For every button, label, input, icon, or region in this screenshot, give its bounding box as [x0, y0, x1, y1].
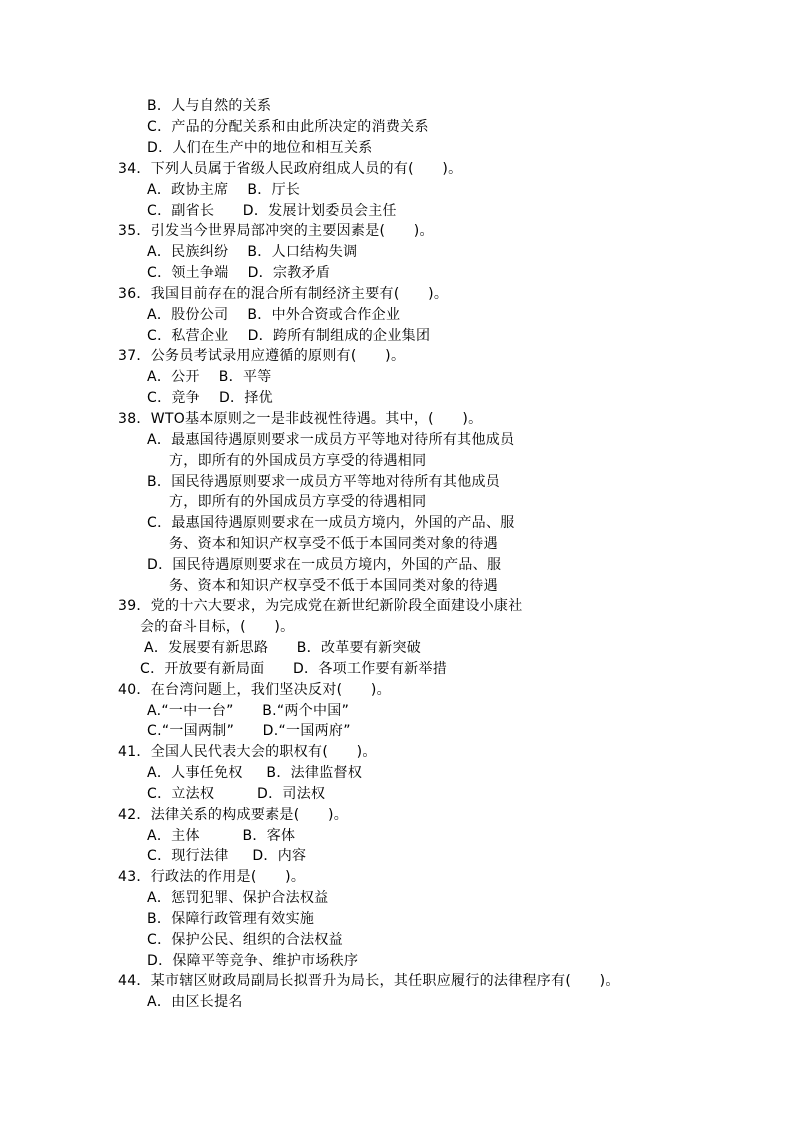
question-continuation: 会的奋斗目标，( )。 — [140, 619, 295, 635]
option-line: C．领土争端 D．宗教矛盾 — [147, 265, 331, 281]
option-line: C．开放要有新局面 D．各项工作要有新举措 — [140, 661, 448, 677]
option-continuation: 务、资本和知识产权享受不低于本国同类对象的待遇 — [169, 536, 498, 552]
option-line: A．主体 B．客体 — [147, 828, 296, 844]
option-line: D．国民待遇原则要求在一成员方境内，外国的产品、服 — [147, 557, 502, 573]
option-line: D．保障平等竞争、维护市场秩序 — [147, 953, 359, 969]
option-line: A．最惠国待遇原则要求一成员方平等地对待所有其他成员 — [147, 432, 515, 448]
question-39: 39．党的十六大要求，为完成党在新世纪新阶段全面建设小康社 — [118, 598, 523, 614]
option-line: C．立法权 D．司法权 — [147, 786, 326, 802]
question-40: 40．在台湾问题上，我们坚决反对( )。 — [118, 682, 391, 698]
option-line: A．民族纠纷 B．人口结构失调 — [147, 244, 358, 260]
option-line: B．国民待遇原则要求一成员方平等地对待所有其他成员 — [147, 474, 501, 490]
option-line: D．人们在生产中的地位和相互关系 — [147, 140, 373, 156]
option-line: A．由区长提名 — [147, 994, 243, 1010]
option-line: B．人与自然的关系 — [147, 98, 272, 114]
question-44: 44．某市辖区财政局副局长拟晋升为局长，其任职应履行的法律程序有( )。 — [118, 973, 620, 989]
question-35: 35．引发当今世界局部冲突的主要因素是( )。 — [118, 223, 434, 239]
option-line: C．私营企业 D．跨所有制组成的企业集团 — [147, 328, 431, 344]
option-line: C．现行法律 D．内容 — [147, 848, 307, 864]
option-continuation: 务、资本和知识产权享受不低于本国同类对象的待遇 — [169, 578, 498, 594]
option-line: A．惩罚犯罪、保护合法权益 — [147, 890, 329, 906]
question-42: 42．法律关系的构成要素是( )。 — [118, 807, 349, 823]
option-line: B．保障行政管理有效实施 — [147, 911, 315, 927]
option-line: C．副省长 D．发展计划委员会主任 — [147, 203, 397, 219]
question-34: 34．下列人员属于省级人民政府组成人员的有( )。 — [118, 161, 463, 177]
question-36: 36．我国目前存在的混合所有制经济主要有( )。 — [118, 286, 449, 302]
question-41: 41．全国人民代表大会的职权有( )。 — [118, 744, 377, 760]
option-line: A.“一中一台” B.“两个中国” — [147, 703, 350, 719]
option-line: C.“一国两制” D.“一国两府” — [147, 723, 351, 739]
option-line: A．发展要有新思路 B．改革要有新突破 — [144, 640, 422, 656]
option-line: A．政协主席 B．厅长 — [147, 182, 301, 198]
option-line: C．产品的分配关系和由此所决定的消费关系 — [147, 119, 429, 135]
option-line: A．公开 B．平等 — [147, 369, 272, 385]
option-line: A．股份公司 B．中外合资或合作企业 — [147, 307, 401, 323]
option-line: C．保护公民、组织的合法权益 — [147, 932, 343, 948]
option-continuation: 方，即所有的外国成员方享受的待遇相同 — [169, 453, 427, 469]
option-line: C．竞争 D．择优 — [147, 390, 273, 406]
option-continuation: 方，即所有的外国成员方享受的待遇相同 — [169, 494, 427, 510]
question-37: 37．公务员考试录用应遵循的原则有( )。 — [118, 348, 406, 364]
option-line: C．最惠国待遇原则要求在一成员方境内，外国的产品、服 — [147, 515, 515, 531]
question-43: 43．行政法的作用是( )。 — [118, 869, 306, 885]
option-line: A．人事任免权 B．法律监督权 — [147, 765, 363, 781]
question-38: 38．WTO基本原则之一是非歧视性待遇。其中，( )。 — [118, 411, 483, 427]
